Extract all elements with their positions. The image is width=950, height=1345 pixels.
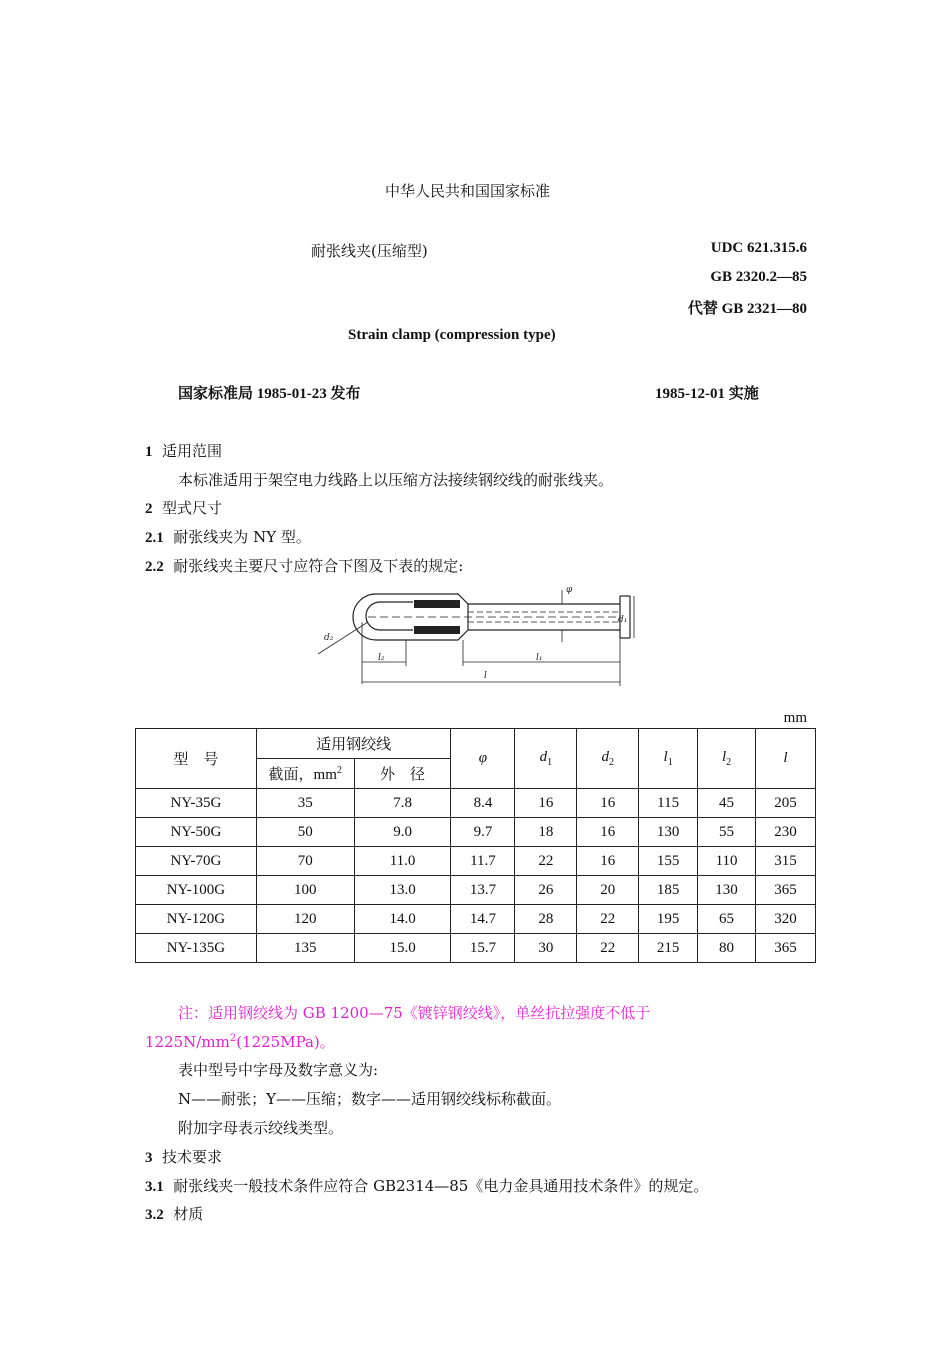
- table-cell: 9.7: [451, 818, 515, 847]
- issued-date: 国家标准局 1985-01-23 发布: [178, 386, 361, 402]
- national-standard-title: 中华人民共和国国家标准: [385, 182, 551, 200]
- effective-date: 1985-12-01 实施: [655, 386, 759, 402]
- section-3-1-number: 3.1: [145, 1179, 164, 1195]
- table-cell: 14.0: [354, 905, 451, 934]
- table-cell: NY-120G: [136, 905, 257, 934]
- table-cell: 28: [515, 905, 577, 934]
- section-3-2-number: 3.2: [145, 1207, 164, 1223]
- table-cell: 9.0: [354, 818, 451, 847]
- table-cell: 15.0: [354, 934, 451, 963]
- table-row: [136, 847, 816, 876]
- table-row: [136, 905, 816, 934]
- table-cell: 22: [577, 934, 639, 963]
- table-cell: 185: [639, 876, 698, 905]
- figure-label-phi: φ: [566, 585, 573, 595]
- table-cell: 155: [639, 847, 698, 876]
- table-cell: 18: [515, 818, 577, 847]
- table-cell: 115: [639, 789, 698, 818]
- table-body: [136, 789, 816, 963]
- section-1-text: 本标准适用于架空电力线路上以压缩方法接续钢绞线的耐张线夹。: [178, 471, 614, 489]
- table-cell: 16: [577, 847, 639, 876]
- figure-label-l2: l₂: [378, 653, 385, 663]
- table-cell: 230: [756, 818, 816, 847]
- table-cell: 50: [256, 818, 354, 847]
- section-2-1-text: 耐张线夹为 NY 型。: [173, 528, 311, 546]
- table-cell: 26: [515, 876, 577, 905]
- table-cell: 7.8: [354, 789, 451, 818]
- section-1-heading: [145, 440, 222, 461]
- section-2-1-number: 2.1: [145, 530, 164, 546]
- compression-zone-bottom: [414, 626, 460, 634]
- section-3-number: 3: [145, 1150, 153, 1166]
- table-cell: 205: [756, 789, 816, 818]
- note-line-1: 注：适用钢绞线为 GB 1200—75《镀锌钢绞线》，单丝抗拉强度不低于: [178, 1004, 651, 1022]
- table-cell: 45: [698, 789, 756, 818]
- meaning-detail: N——耐张；Y——压缩；数字——适用钢绞线标称截面。: [178, 1090, 562, 1108]
- header-l: l: [756, 729, 816, 789]
- section-3-1-text: 耐张线夹一般技术条件应符合 GB2314—85《电力金具通用技术条件》的规定。: [173, 1177, 709, 1195]
- meaning-intro: 表中型号中字母及数字意义为:: [178, 1061, 379, 1079]
- table-cell: 110: [698, 847, 756, 876]
- table-row: [136, 934, 816, 963]
- figure-label-l: l: [484, 671, 487, 681]
- table-cell: 15.7: [451, 934, 515, 963]
- table-row: [136, 789, 816, 818]
- strain-clamp-drawing: [318, 582, 638, 692]
- header-strand-group: 适用钢绞线: [256, 729, 451, 759]
- table-cell: 215: [639, 934, 698, 963]
- table-cell: 365: [756, 934, 816, 963]
- section-2-1: [145, 526, 311, 547]
- section-2-2-text: 耐张线夹主要尺寸应符合下图及下表的规定:: [173, 557, 464, 575]
- header-section-area: 截面，$mm^2$: [256, 759, 354, 789]
- table-cell: 80: [698, 934, 756, 963]
- clamp-eye-inner: [366, 602, 413, 630]
- table-cell: 22: [577, 905, 639, 934]
- gb-code: GB 2320.2—85: [710, 269, 807, 285]
- table-cell: NY-135G: [136, 934, 257, 963]
- table-cell: 65: [698, 905, 756, 934]
- compression-zone-top: [414, 600, 460, 608]
- table-cell: 11.7: [451, 847, 515, 876]
- dimensions-table: [135, 728, 816, 963]
- table-cell: 16: [515, 789, 577, 818]
- udc-code: UDC 621.315.6: [710, 240, 807, 256]
- header-outer-diameter: 外 径: [354, 759, 451, 789]
- table-cell: 320: [756, 905, 816, 934]
- figure-label-d2: d₂: [324, 633, 334, 643]
- table-cell: 130: [698, 876, 756, 905]
- header-phi: φ: [451, 729, 515, 789]
- table-cell: 315: [756, 847, 816, 876]
- section-3-heading: [145, 1146, 222, 1167]
- table-cell: 30: [515, 934, 577, 963]
- table-cell: 14.7: [451, 905, 515, 934]
- section-2-2-number: 2.2: [145, 559, 164, 575]
- section-3-2: [145, 1203, 203, 1224]
- table-cell: 22: [515, 847, 577, 876]
- header-l1: $l_1$: [639, 729, 698, 789]
- figure-label-d1: d₁: [618, 615, 628, 625]
- header-l2: $l_2$: [698, 729, 756, 789]
- section-3-title: 技术要求: [162, 1148, 223, 1166]
- table-unit: mm: [783, 710, 807, 726]
- table-cell: 130: [639, 818, 698, 847]
- table-row: [136, 876, 816, 905]
- header-d1: $d_1$: [515, 729, 577, 789]
- note-line-2: $1225N/mm^2(1225MPa)$。: [145, 1033, 335, 1051]
- section-2-2: [145, 555, 463, 576]
- replaces-code: 代替 GB 2321—80: [687, 301, 807, 317]
- section-2-number: 2: [145, 501, 153, 517]
- table-cell: NY-50G: [136, 818, 257, 847]
- table-cell: 35: [256, 789, 354, 818]
- section-3-1: [145, 1175, 708, 1196]
- figure-label-l1: l₁: [536, 653, 543, 663]
- document-title-cn: 耐张线夹(压缩型): [311, 242, 428, 260]
- table-cell: 365: [756, 876, 816, 905]
- table-cell: 11.0: [354, 847, 451, 876]
- table-cell: 20: [577, 876, 639, 905]
- table-cell: 135: [256, 934, 354, 963]
- table-cell: 195: [639, 905, 698, 934]
- table-cell: 13.7: [451, 876, 515, 905]
- section-1-number: 1: [145, 444, 153, 460]
- suffix-note: 附加字母表示绞线类型。: [178, 1119, 344, 1137]
- table-cell: 55: [698, 818, 756, 847]
- table-cell: 70: [256, 847, 354, 876]
- header-model: 型 号: [136, 729, 257, 789]
- section-3-2-title: 材质: [173, 1205, 204, 1223]
- table-cell: 13.0: [354, 876, 451, 905]
- table-cell: 16: [577, 818, 639, 847]
- table-cell: NY-35G: [136, 789, 257, 818]
- document-title-en: Strain clamp (compression type): [348, 327, 556, 343]
- table-row: [136, 818, 816, 847]
- table-cell: NY-70G: [136, 847, 257, 876]
- table-cell: 120: [256, 905, 354, 934]
- section-2-heading: [145, 497, 222, 518]
- header-d2: $d_2$: [577, 729, 639, 789]
- table-cell: 8.4: [451, 789, 515, 818]
- section-2-title: 型式尺寸: [162, 499, 223, 517]
- section-1-title: 适用范围: [162, 442, 223, 460]
- table-cell: NY-100G: [136, 876, 257, 905]
- table-cell: 100: [256, 876, 354, 905]
- table-cell: 16: [577, 789, 639, 818]
